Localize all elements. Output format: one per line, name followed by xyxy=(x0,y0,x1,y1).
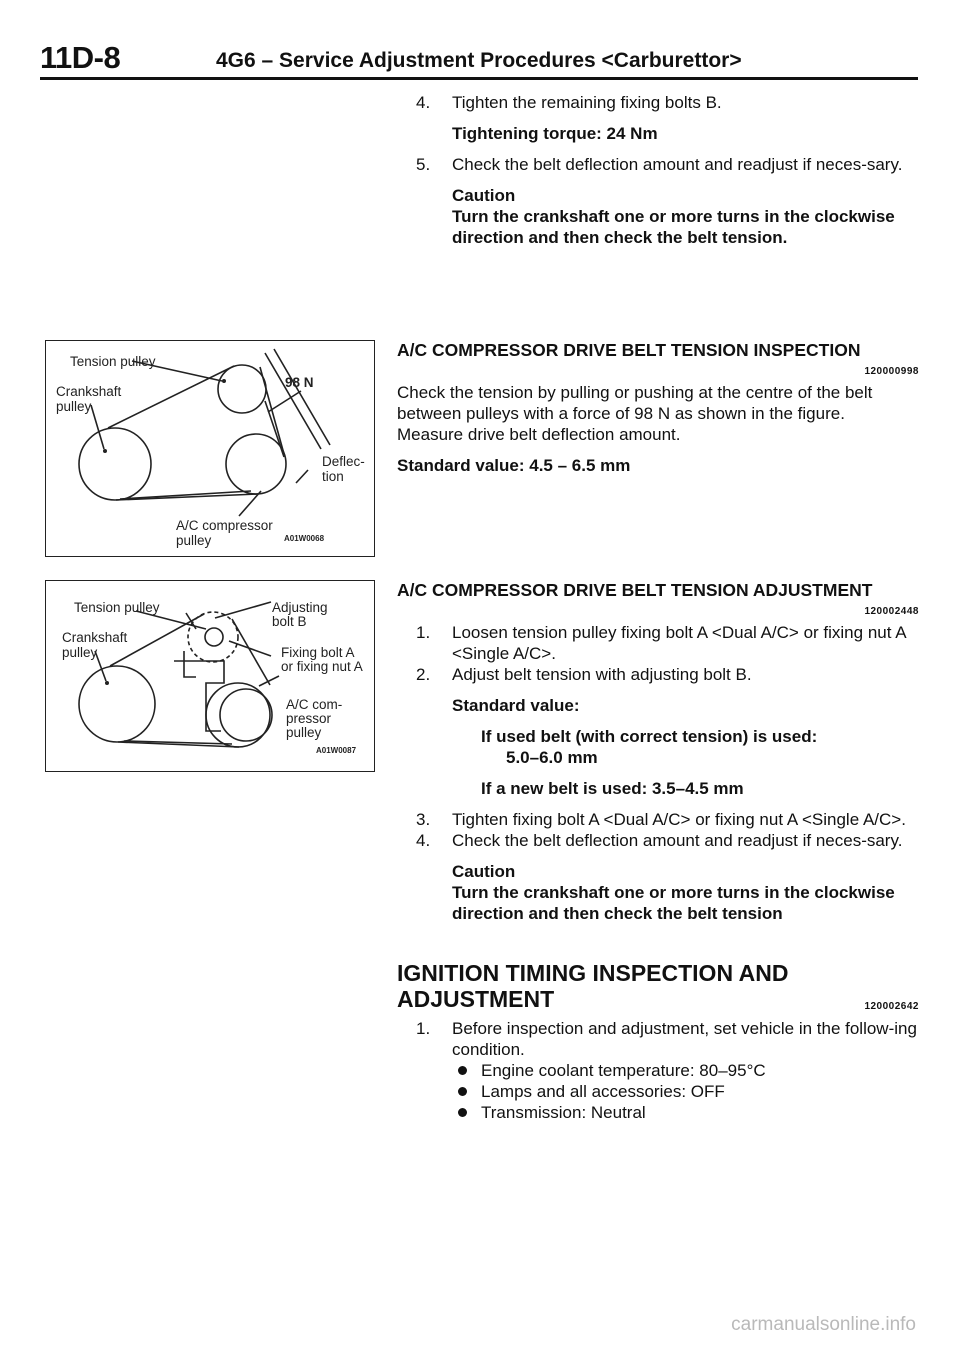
label-crankshaft-line1: Crankshaft xyxy=(56,384,122,399)
bullet-dot-icon xyxy=(458,1066,467,1075)
figure-belt-inspection xyxy=(45,340,375,557)
step-text: Loosen tension pulley fixing bolt A <Dual A/C> or fixing nut A <Single A/C>. xyxy=(452,623,906,663)
caution-text: Turn the crankshaft one or more turns in the clockwise direction and then check the belt tension. xyxy=(452,207,895,247)
step-number: 1. xyxy=(416,623,431,642)
step-number: 3. xyxy=(416,810,431,829)
ac-compressor-pulley-inner xyxy=(220,689,272,741)
step-4-remaining-bolts xyxy=(397,92,919,113)
crank-dot xyxy=(103,449,107,453)
adjustment-code: 120002448 xyxy=(864,606,919,617)
inspection-section xyxy=(397,340,919,476)
adjustment-step-2 xyxy=(397,664,919,685)
adjustment-step-3 xyxy=(397,809,919,830)
label-ac-line1: A/C com- xyxy=(286,697,343,712)
step-text: Check the belt deflection amount and readjust if neces-sary. xyxy=(452,155,903,174)
deflection-arrow xyxy=(296,470,308,483)
bullet-dot-icon xyxy=(458,1108,467,1117)
ignition-heading-line2: ADJUSTMENT xyxy=(397,986,555,1012)
inspection-code: 120000998 xyxy=(864,366,919,377)
tightening-torque: Tightening torque: 24 Nm xyxy=(452,124,658,143)
adjustment-section xyxy=(397,580,919,924)
step-5-check-deflection xyxy=(397,154,919,175)
figure-code: A01W0068 xyxy=(284,534,325,543)
label-crankshaft-line2: pulley xyxy=(56,399,92,414)
ignition-heading-line1: IGNITION TIMING INSPECTION AND xyxy=(397,960,789,986)
inspection-measure: Measure drive belt deflection amount. xyxy=(397,425,681,444)
label-force: 98 N xyxy=(285,375,314,390)
step-number: 5. xyxy=(416,155,431,174)
ac-compressor-pulley-shape xyxy=(226,434,286,494)
used-belt-label: If used belt (with correct tension) is used: xyxy=(481,727,818,746)
bracket-shape xyxy=(174,661,224,731)
belt-upper xyxy=(108,366,234,428)
belt-inspection-diagram xyxy=(46,341,374,556)
belt-adjustment-diagram xyxy=(46,581,374,771)
bullet-text: Transmission: Neutral xyxy=(481,1103,646,1122)
label-ac-line2: pulley xyxy=(176,533,212,548)
label-deflection-line1: Deflec- xyxy=(322,454,365,469)
new-belt-label: If a new belt is used: 3.5–4.5 mm xyxy=(481,779,744,798)
step-number: 2. xyxy=(416,665,431,684)
label-adjusting-line2: bolt B xyxy=(272,614,307,629)
adjustment-heading: A/C COMPRESSOR DRIVE BELT TENSION ADJUSTMENT xyxy=(397,580,873,600)
label-adjusting-line1: Adjusting xyxy=(272,600,328,615)
step-number: 4. xyxy=(416,831,431,850)
inspection-standard-value: Standard value: 4.5 – 6.5 mm xyxy=(397,456,631,475)
condition-bullet-lamps xyxy=(397,1081,919,1102)
condition-bullet-coolant xyxy=(397,1060,919,1081)
force-arrow xyxy=(268,391,301,412)
label-ac-line1: A/C compressor xyxy=(176,518,273,533)
label-crankshaft-line1: Crankshaft xyxy=(62,630,128,645)
step-text: Check the belt deflection amount and readjust if neces-sary. xyxy=(452,831,903,850)
crank-dot xyxy=(105,681,109,685)
adjustment-step-4 xyxy=(397,830,919,851)
inspection-paragraph: Check the tension by pulling or pushing at the centre of the belt between pulleys with a force of 98 N as shown in the figure. xyxy=(397,383,873,423)
inspection-heading: A/C COMPRESSOR DRIVE BELT TENSION INSPECTION xyxy=(397,340,861,360)
caution-label: Caution xyxy=(452,186,516,205)
bracket-shape-2 xyxy=(184,651,196,677)
figure-belt-adjustment xyxy=(45,580,375,772)
fixing-bolt-shape xyxy=(205,628,223,646)
used-belt-value: 5.0–6.0 mm xyxy=(506,748,598,767)
label-ac-line2: pressor xyxy=(286,711,332,726)
label-ac-line3: pulley xyxy=(286,725,322,740)
step-number: 1. xyxy=(416,1019,431,1038)
ruler-line xyxy=(265,353,321,449)
belt-right-lower xyxy=(265,401,284,457)
adjusting-leader xyxy=(215,602,271,618)
label-tension-pulley: Tension pulley xyxy=(74,600,160,615)
step-text: Adjust belt tension with adjusting bolt B. xyxy=(452,665,752,684)
ignition-section xyxy=(397,960,919,1123)
step-text: Before inspection and adjustment, set vehicle in the follow-ing condition. xyxy=(452,1019,917,1059)
ruler-line-2 xyxy=(274,349,330,445)
crankshaft-pulley-shape xyxy=(79,428,151,500)
crankshaft-pulley-shape xyxy=(79,666,155,742)
page-title: 4G6 – Service Adjustment Procedures <Carburettor> xyxy=(216,49,742,72)
label-fixing-line2: or fixing nut A xyxy=(281,659,363,674)
ignition-step-1 xyxy=(397,1018,919,1060)
adjustment-standard-label: Standard value: xyxy=(452,696,580,715)
crank-leader xyxy=(91,405,104,449)
step-text: Tighten fixing bolt A <Dual A/C> or fixing nut A <Single A/C>. xyxy=(452,810,906,829)
header-rule xyxy=(40,77,918,80)
bullet-dot-icon xyxy=(458,1087,467,1096)
ignition-code: 120002642 xyxy=(864,1001,919,1012)
tension-dot xyxy=(222,379,226,383)
bullet-text: Lamps and all accessories: OFF xyxy=(481,1082,725,1101)
adjustment-step-1 xyxy=(397,622,919,664)
condition-bullet-transmission xyxy=(397,1102,919,1123)
label-deflection-line2: tion xyxy=(322,469,344,484)
step-number: 4. xyxy=(416,93,431,112)
caution-text: Turn the crankshaft one or more turns in the clockwise direction and then check the belt tension xyxy=(452,883,895,923)
top-steps-section xyxy=(397,92,919,248)
figure-code: A01W0087 xyxy=(316,746,357,755)
belt-right xyxy=(232,619,270,685)
caution-label: Caution xyxy=(452,862,516,881)
step-text: Tighten the remaining fixing bolts B. xyxy=(452,93,722,112)
fixing-leader xyxy=(229,641,271,656)
label-crankshaft-line2: pulley xyxy=(62,645,98,660)
watermark: carmanualsonline.info xyxy=(731,1314,916,1335)
ignition-heading-row xyxy=(397,986,919,1012)
tension-pulley-shape xyxy=(218,365,266,413)
label-fixing-line1: Fixing bolt A xyxy=(281,645,355,660)
bullet-text: Engine coolant temperature: 80–95°C xyxy=(481,1061,766,1080)
label-tension-pulley: Tension pulley xyxy=(70,354,156,369)
page-number: 11D-8 xyxy=(40,40,121,75)
